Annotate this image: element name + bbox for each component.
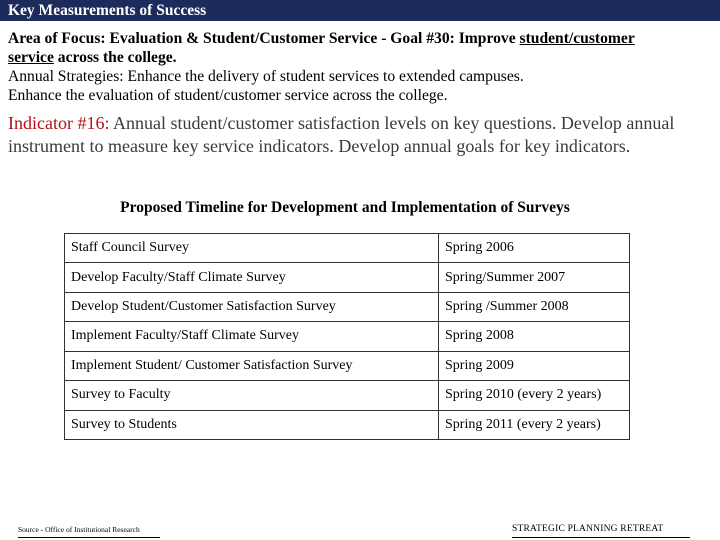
timeline-timing: Spring 2010 (every 2 years) — [439, 381, 630, 410]
timeline-timing: Spring /Summer 2008 — [439, 292, 630, 321]
source-note: Source - Office of Institutional Research — [18, 525, 140, 534]
table-row — [65, 351, 630, 380]
timeline-table — [64, 233, 630, 440]
slide-title-bar — [0, 0, 720, 21]
table-row — [65, 410, 630, 439]
timeline-activity: Staff Council Survey — [65, 234, 439, 263]
indicator-text: Annual student/customer satisfaction levels on key questions. Develop annual instrument to measure key service indicators. Develop annual goals for key indicators. — [8, 113, 675, 156]
indicator-label: Indicator #16: — [8, 113, 110, 133]
indicator-block — [8, 112, 716, 157]
goal-underlined-term-2: service — [8, 49, 54, 66]
timeline-timing: Spring/Summer 2007 — [439, 263, 630, 292]
timeline-activity: Develop Faculty/Staff Climate Survey — [65, 263, 439, 292]
timeline-timing: Spring 2008 — [439, 322, 630, 351]
timeline-activity: Implement Faculty/Staff Climate Survey — [65, 322, 439, 351]
timeline-timing: Spring 2011 (every 2 years) — [439, 410, 630, 439]
footer-label: STRATEGIC PLANNING RETREAT — [512, 524, 664, 534]
timeline-activity: Implement Student/ Customer Satisfaction Survey — [65, 351, 439, 380]
annual-strategy-2: Enhance the evaluation of student/customer service across the college. — [8, 87, 448, 104]
timeline-activity: Survey to Students — [65, 410, 439, 439]
area-of-focus-block — [8, 29, 716, 105]
table-row — [65, 292, 630, 321]
timeline-activity: Survey to Faculty — [65, 381, 439, 410]
timeline-activity: Develop Student/Customer Satisfaction Survey — [65, 292, 439, 321]
table-row — [65, 234, 630, 263]
goal-underlined-term: student/customer — [519, 30, 635, 47]
table-row — [65, 322, 630, 351]
table-row — [65, 263, 630, 292]
footer-divider-right — [512, 537, 690, 538]
timeline-timing: Spring 2006 — [439, 234, 630, 263]
timeline-timing: Spring 2009 — [439, 351, 630, 380]
slide-title: Key Measurements of Success — [8, 2, 207, 19]
table-row — [65, 381, 630, 410]
goal-statement: Area of Focus: Evaluation & Student/Customer Service - Goal #30: Improve student/customer service across the college. — [8, 30, 635, 66]
annual-strategy-1: Annual Strategies: Enhance the delivery of student services to extended campuses. — [8, 68, 524, 85]
timeline-heading: Proposed Timeline for Development and Implementation of Surveys — [120, 199, 570, 216]
footer-divider-left — [18, 537, 160, 538]
